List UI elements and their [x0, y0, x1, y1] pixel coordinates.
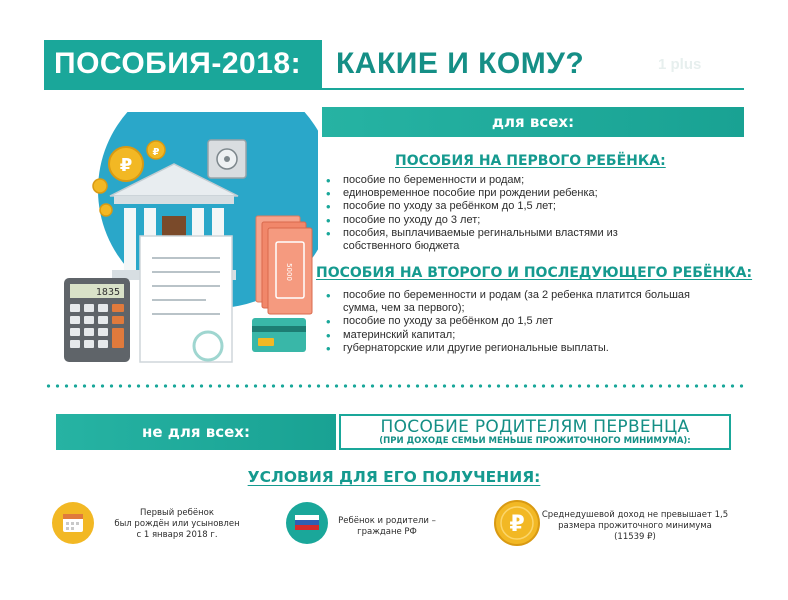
list-item: • пособие по уходу за ребёнком до 1,5 лет;: [326, 199, 556, 215]
second-child-title: ПОСОБИЯ НА ВТОРОГО И ПОСЛЕДУЮЩЕГО РЕБЁНКА:: [316, 265, 753, 281]
firstborn-benefit-title: ПОСОБИЕ РОДИТЕЛЯМ ПЕРВЕНЦА: [380, 417, 690, 437]
first-child-title: ПОСОБИЯ НА ПЕРВОГО РЕБЁНКА:: [395, 153, 666, 169]
list-item: • пособие по уходу до 3 лет;: [326, 212, 481, 228]
list-item: • губернаторские или другие региональные выплаты.: [326, 340, 609, 356]
svg-text:5000: 5000: [285, 263, 293, 281]
title-underline: [44, 88, 744, 90]
second-child-benefits-list: [322, 289, 722, 355]
condition-first-child: Первый ребёнок был рождён или усыновлен с 1 января 2018 г.: [114, 508, 240, 540]
calculator-icon: [64, 278, 130, 362]
ruble-coin-icon: [494, 500, 540, 546]
svg-text:₽: ₽: [119, 155, 133, 176]
conditions-title: УСЛОВИЯ ДЛЯ ЕГО ПОЛУЧЕНИЯ:: [247, 468, 541, 486]
svg-text:₽: ₽: [509, 512, 525, 537]
svg-text:1835: 1835: [95, 287, 120, 298]
russian-flag-icon: [286, 502, 328, 544]
bank-card-icon: [252, 318, 306, 352]
for-all-band: для всех:: [322, 107, 744, 137]
list-item: • единовременное пособие при рождении ребенка;: [326, 186, 598, 202]
watermark: 1 plus: [658, 56, 702, 73]
list-item: • материнский капитал;: [326, 327, 456, 343]
title-question: КАКИЕ И КОМУ?: [336, 47, 585, 80]
safe-icon: [208, 140, 246, 178]
first-child-benefits-list: [322, 174, 682, 253]
list-item: • пособие по беременности и родам (за 2 ребенка платится большая сумма, чем за первого);: [326, 288, 690, 315]
dotted-divider: [44, 384, 744, 388]
list-item: • пособия, выплачиваемые регинальными властями из собственного бюджета: [326, 225, 618, 253]
list-item: • пособие по уходу за ребёнком до 1,5 лет: [326, 314, 553, 330]
title-highlight: ПОСОБИЯ-2018:: [44, 40, 322, 88]
condition-citizenship: Ребёнок и родители – граждане РФ: [338, 516, 436, 537]
list-item: • пособие по беременности и родам;: [326, 173, 525, 188]
firstborn-benefit-box: [339, 414, 731, 450]
svg-text:₽: ₽: [152, 147, 160, 158]
banknote-stack-icon: [256, 216, 312, 314]
not-for-all-band: не для всех:: [56, 414, 336, 450]
firstborn-benefit-note: (ПРИ ДОХОДЕ СЕМЬИ МЕНЬШЕ ПРОЖИТОЧНОГО МИНИМУМА):: [379, 436, 691, 446]
calendar-icon: [52, 502, 94, 544]
condition-income: Среднедушевой доход не превышает 1,5 размера прожиточного минимума (11539 ₽): [541, 510, 729, 542]
bank-illustration: [56, 112, 318, 374]
document-icon: [140, 236, 232, 362]
